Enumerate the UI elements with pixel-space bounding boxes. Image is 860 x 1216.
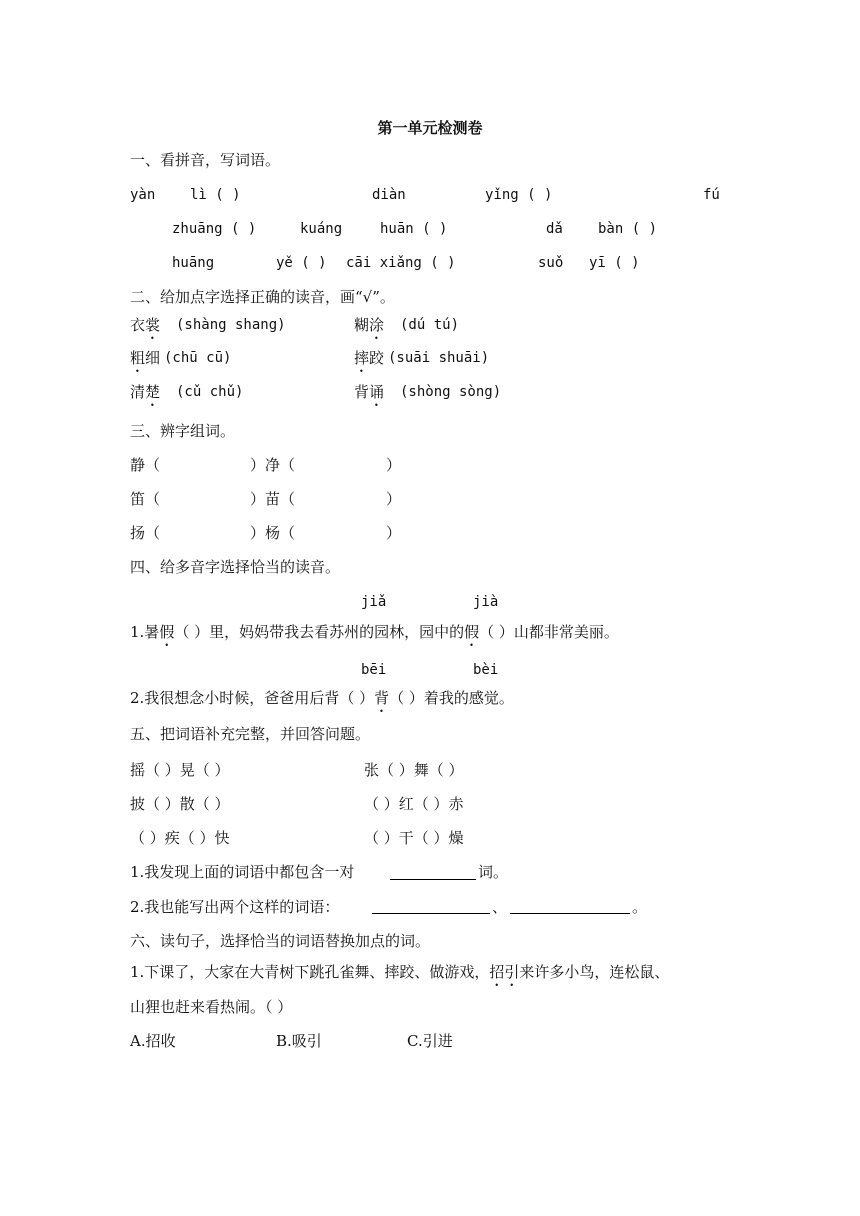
pinyin-bei4: bèi bbox=[473, 662, 499, 678]
pinyin-dian: diàn bbox=[372, 187, 406, 203]
pinyin-fu: fú bbox=[703, 187, 720, 203]
char-row-3-end: ） bbox=[386, 524, 402, 542]
pinyin-caixiang-blank: cāi xiǎng ( ) bbox=[346, 255, 456, 271]
section-5-heading: 五、把词语补充完整，并回答问题。 bbox=[130, 725, 371, 743]
pinyin-huan-blank: huān ( ) bbox=[380, 221, 448, 237]
question-5-1-prefix: 1.我发现上面的词语中都包含一对 bbox=[130, 863, 355, 881]
char-row-1-end: ） bbox=[386, 456, 402, 474]
section-1-heading: 一、看拼音，写词语。 bbox=[130, 151, 281, 169]
char-row-2-a: 笛（ bbox=[130, 490, 161, 508]
pinyin-bei1: bēi bbox=[361, 662, 387, 678]
word-cuxi: 粗细 bbox=[130, 349, 161, 367]
question-6-1: 1.下课了，大家在大青树下跳孔雀舞、摔跤、做游戏，招引来许多小鸟，连松鼠、 bbox=[130, 963, 670, 981]
question-5-2-end: 。 bbox=[632, 898, 648, 916]
pinyin-li-blank: lì ( ) bbox=[190, 187, 241, 203]
section-2-heading: 二、给加点字选择正确的读音，画“√”。 bbox=[130, 288, 395, 306]
phrase-jikuai: （ ）疾（ ）快 bbox=[130, 829, 230, 847]
option-a: A.招收 bbox=[130, 1032, 176, 1050]
phrase-yaohuang: 摇（ ）晃（ ） bbox=[130, 761, 230, 779]
phrase-pisan: 披（ ）散（ ） bbox=[130, 795, 230, 813]
pinyin-yan: yàn bbox=[130, 187, 156, 203]
char-row-1-b: ）净（ bbox=[250, 456, 296, 474]
reading-options-hutu: (dú tú) bbox=[400, 317, 460, 333]
section-3-heading: 三、辨字组词。 bbox=[130, 422, 236, 440]
char-row-2-b: ）苗（ bbox=[250, 490, 296, 508]
question-5-2-prefix: 2.我也能写出两个这样的词语： bbox=[130, 898, 340, 916]
word-qingchu: 清楚 bbox=[130, 383, 161, 401]
phrase-ganzao: （ ）干（ ）燥 bbox=[364, 829, 464, 847]
reading-options-yishang: (shàng shang) bbox=[176, 317, 286, 333]
word-shuaijiao: 摔跤 bbox=[354, 349, 385, 367]
reading-options-qingchu: (cǔ chǔ) bbox=[176, 384, 244, 400]
answer-blank-5-2b[interactable] bbox=[510, 913, 630, 914]
pinyin-suo: suǒ bbox=[538, 255, 564, 271]
reading-options-cuxi: (chū cū) bbox=[164, 350, 232, 366]
answer-blank-5-1[interactable] bbox=[390, 879, 476, 880]
question-6-1-line2: 山狸也赶来看热闹。（ ） bbox=[130, 998, 293, 1016]
question-5-2-separator: 、 bbox=[492, 898, 508, 916]
question-4-1: 1.暑假（ ）里，妈妈带我去看苏州的园林，园中的假（ ）山都非常美丽。 bbox=[130, 623, 619, 641]
option-c: C.引进 bbox=[407, 1032, 453, 1050]
section-4-heading: 四、给多音字选择恰当的读音。 bbox=[130, 558, 341, 576]
pinyin-kuang: kuáng bbox=[300, 221, 343, 237]
pinyin-ying-blank: yǐng ( ) bbox=[485, 187, 553, 203]
reading-options-beisong: (shòng sòng) bbox=[400, 384, 502, 400]
char-row-1-a: 静（ bbox=[130, 456, 161, 474]
pinyin-da: dǎ bbox=[546, 221, 563, 237]
char-row-2-end: ） bbox=[386, 490, 402, 508]
word-yishang: 衣裳 bbox=[130, 316, 161, 334]
pinyin-zhuang-blank: zhuāng ( ) bbox=[172, 221, 257, 237]
word-beisong: 背诵 bbox=[354, 383, 385, 401]
pinyin-ban-blank: bàn ( ) bbox=[598, 221, 658, 237]
pinyin-huang: huāng bbox=[172, 255, 215, 271]
page-title: 第一单元检测卷 bbox=[377, 119, 483, 137]
answer-blank-5-2a[interactable] bbox=[372, 913, 490, 914]
pinyin-yi-blank: yī ( ) bbox=[589, 255, 640, 271]
phrase-zhangwu: 张（ ）舞（ ） bbox=[364, 761, 464, 779]
phrase-hongchi: （ ）红（ ）赤 bbox=[364, 795, 464, 813]
pinyin-jia4: jià bbox=[473, 594, 499, 610]
question-4-2: 2.我很想念小时候，爸爸用后背（ ）背（ ）着我的感觉。 bbox=[130, 689, 514, 707]
reading-options-shuaijiao: (suāi shuāi) bbox=[388, 350, 490, 366]
section-6-heading: 六、读句子，选择恰当的词语替换加点的词。 bbox=[130, 932, 431, 950]
pinyin-ye-blank: yě ( ) bbox=[276, 255, 327, 271]
word-hutu: 糊涂 bbox=[354, 316, 385, 334]
char-row-3-a: 扬（ bbox=[130, 524, 161, 542]
char-row-3-b: ）杨（ bbox=[250, 524, 296, 542]
question-5-1-suffix: 词。 bbox=[478, 863, 509, 881]
option-b: B.吸引 bbox=[276, 1032, 322, 1050]
pinyin-jia3: jiǎ bbox=[361, 594, 387, 610]
